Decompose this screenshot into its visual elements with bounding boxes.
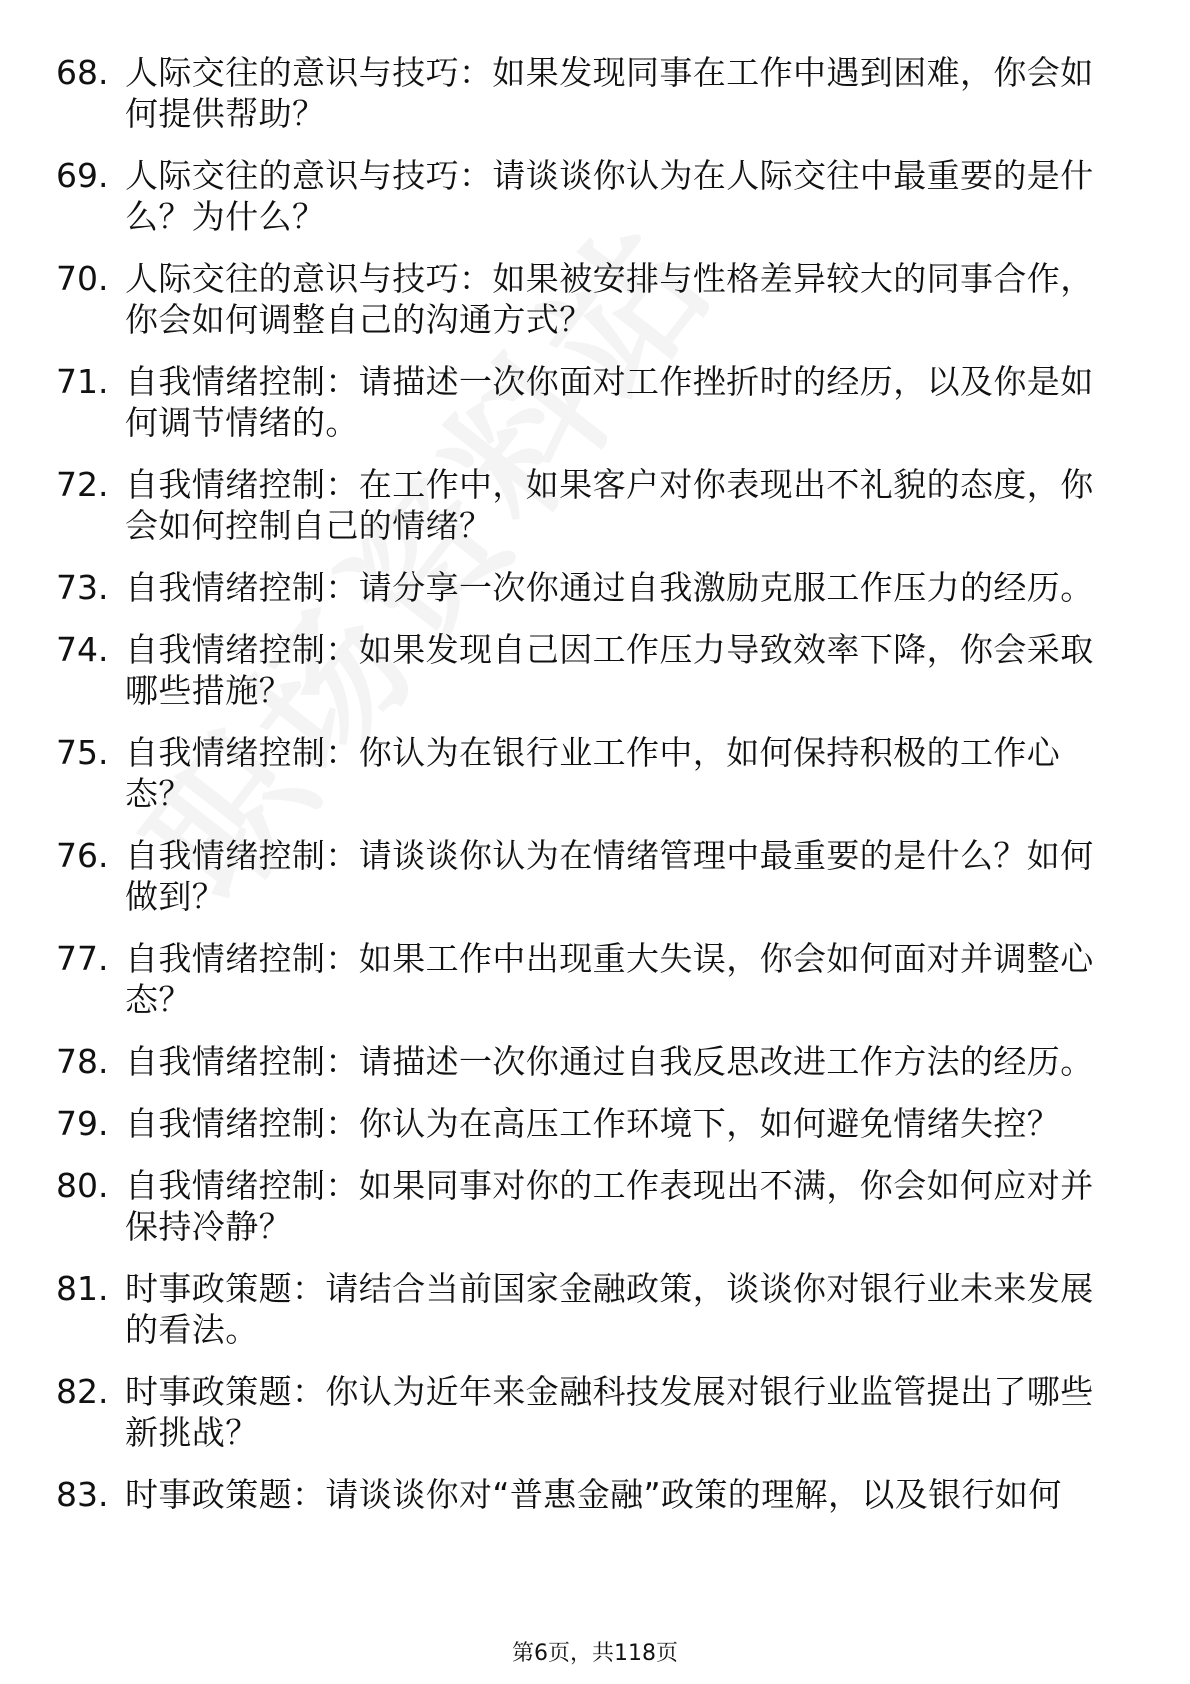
question-text: 人际交往的意识与技巧：如果被安排与性格差异较大的同事合作，你会如何调整自己的沟通方式？ <box>125 259 1094 339</box>
question-item <box>56 258 1106 340</box>
question-text: 自我情绪控制：请描述一次你面对工作挫折时的经历，以及你是如何调节情绪的。 <box>125 362 1094 442</box>
question-item <box>56 732 1106 814</box>
question-item <box>56 1165 1106 1247</box>
question-item <box>56 629 1106 711</box>
question-number: 69. <box>56 156 109 195</box>
question-number: 80. <box>56 1166 109 1205</box>
question-number: 82. <box>56 1372 109 1411</box>
question-item <box>56 1041 1106 1082</box>
question-number: 77. <box>56 939 109 978</box>
question-number: 81. <box>56 1269 109 1308</box>
question-number: 70. <box>56 259 109 298</box>
page-footer: 第6页，共118页 <box>512 1641 678 1666</box>
question-number: 74. <box>56 630 109 669</box>
question-number: 76. <box>56 836 109 875</box>
question-text: 自我情绪控制：请描述一次你通过自我反思改进工作方法的经历。 <box>125 1042 1094 1081</box>
question-item <box>56 1103 1106 1144</box>
question-number: 78. <box>56 1042 109 1081</box>
question-number: 83. <box>56 1475 109 1514</box>
question-number: 75. <box>56 733 109 772</box>
question-text: 自我情绪控制：你认为在银行业工作中，如何保持积极的工作心态？ <box>125 733 1061 813</box>
question-text: 自我情绪控制：如果工作中出现重大失误，你会如何面对并调整心态？ <box>125 939 1094 1019</box>
question-number: 72. <box>56 465 109 504</box>
question-text: 自我情绪控制：请谈谈你认为在情绪管理中最重要的是什么？如何做到？ <box>125 836 1094 916</box>
question-text: 自我情绪控制：如果同事对你的工作表现出不满，你会如何应对并保持冷静？ <box>125 1166 1094 1246</box>
question-item <box>56 938 1106 1020</box>
question-number: 79. <box>56 1104 109 1143</box>
question-item <box>56 1371 1106 1453</box>
question-item <box>56 1268 1106 1350</box>
question-number: 71. <box>56 362 109 401</box>
question-text: 自我情绪控制：在工作中，如果客户对你表现出不礼貌的态度，你会如何控制自己的情绪？ <box>125 465 1094 545</box>
question-text: 时事政策题：请谈谈你对“普惠金融”政策的理解，以及银行如何 <box>125 1475 1062 1514</box>
question-item <box>56 52 1106 134</box>
question-text: 时事政策题：你认为近年来金融科技发展对银行业监管提出了哪些新挑战？ <box>125 1372 1094 1452</box>
question-item <box>56 567 1106 608</box>
question-number: 68. <box>56 53 109 92</box>
question-text: 自我情绪控制：如果发现自己因工作压力导致效率下降，你会采取哪些措施？ <box>125 630 1094 710</box>
question-item <box>56 155 1106 237</box>
question-text: 时事政策题：请结合当前国家金融政策，谈谈你对银行业未来发展的看法。 <box>125 1269 1094 1349</box>
question-item <box>56 1474 1106 1515</box>
question-number: 73. <box>56 568 109 607</box>
question-list <box>56 52 1106 1536</box>
question-text: 自我情绪控制：你认为在高压工作环境下，如何避免情绪失控？ <box>125 1104 1061 1143</box>
question-item <box>56 464 1106 546</box>
question-text: 人际交往的意识与技巧：如果发现同事在工作中遇到困难，你会如何提供帮助？ <box>125 53 1094 133</box>
question-text: 人际交往的意识与技巧：请谈谈你认为在人际交往中最重要的是什么？为什么？ <box>125 156 1094 236</box>
question-item <box>56 835 1106 917</box>
question-item <box>56 361 1106 443</box>
question-text: 自我情绪控制：请分享一次你通过自我激励克服工作压力的经历。 <box>125 568 1094 607</box>
